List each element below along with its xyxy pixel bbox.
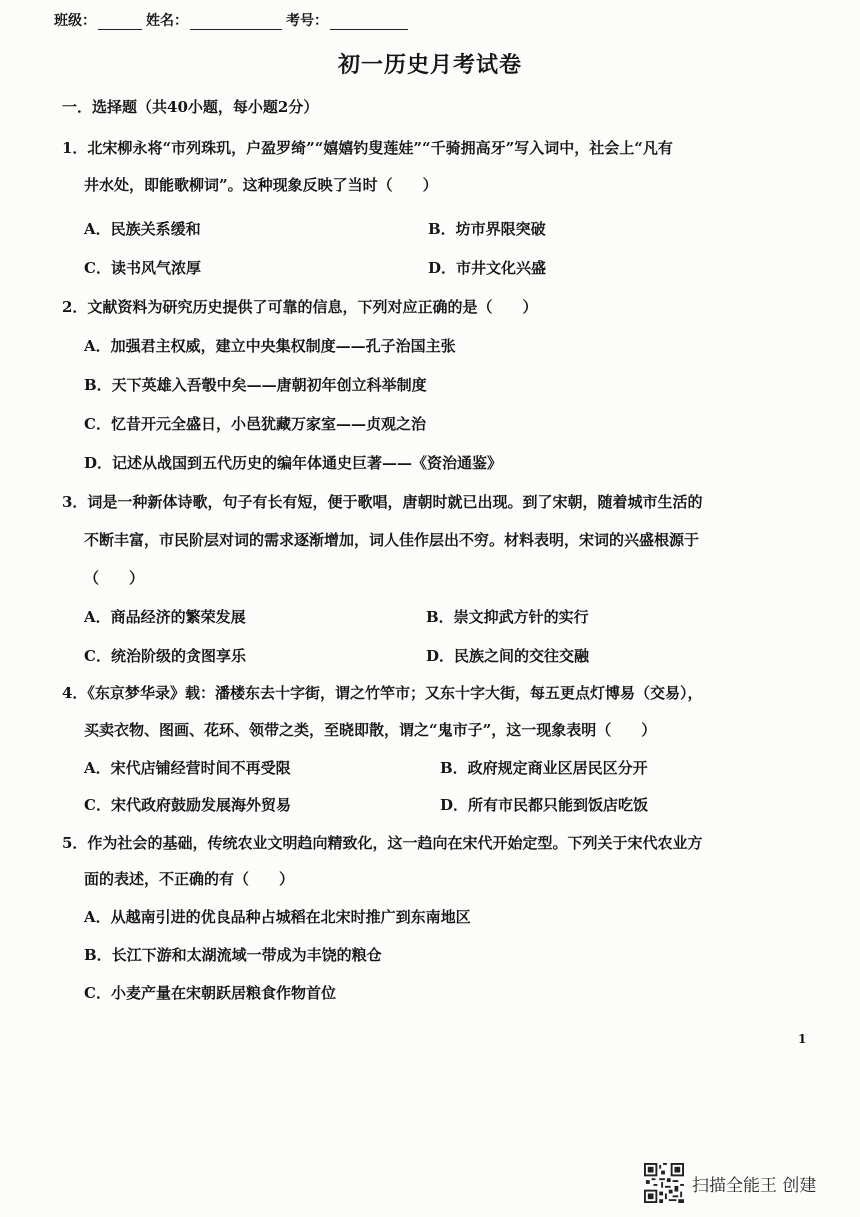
page-number: 1 bbox=[798, 1032, 807, 1046]
question-3-line-3: （ ） bbox=[84, 569, 145, 587]
name-label: 姓名： bbox=[146, 13, 188, 29]
question-5-line-1: 5．作为社会的基础，传统农业文明趋向精致化，这一趋向在宋代开始定型。下列关于宋代农业方 bbox=[62, 834, 703, 852]
question-2-option-a: A．加强君主权威，建立中央集权制度——孔子治国主张 bbox=[84, 337, 456, 355]
question-4-option-c: C．宋代政府鼓励发展海外贸易 bbox=[84, 796, 291, 814]
watermark-text: 扫描全能王 创建 bbox=[692, 1175, 817, 1196]
question-3-line-2: 不断丰富，市民阶层对词的需求逐渐增加，词人佳作层出不穷。材料表明，宋词的兴盛根源于 bbox=[84, 531, 700, 549]
question-5-option-a: A．从越南引进的优良品种占城稻在北宋时推广到东南地区 bbox=[84, 908, 471, 926]
question-3-option-a: A．商品经济的繁荣发展 bbox=[84, 608, 246, 626]
question-2-option-c: C．忆昔开元全盛日，小邑犹藏万家室——贞观之治 bbox=[84, 415, 426, 433]
exam-no-label: 考号： bbox=[286, 13, 328, 29]
question-3-option-c: C．统治阶级的贪图享乐 bbox=[84, 647, 246, 665]
question-4-line-1: 4．《东京梦华录》载：潘楼东去十字街，谓之竹竿市；又东十字大街，每五更点灯博易（交易）， bbox=[62, 684, 703, 702]
class-label: 班级： bbox=[54, 13, 96, 29]
scanner-watermark bbox=[644, 1163, 816, 1203]
question-3-option-b: B．崇文抑武方针的实行 bbox=[426, 608, 589, 626]
question-4-option-d: D．所有市民都只能到饭店吃饭 bbox=[440, 796, 649, 814]
class-blank bbox=[98, 11, 142, 30]
name-blank bbox=[190, 11, 282, 30]
section-heading: 一．选择题（共40小题，每小题2分） bbox=[62, 98, 319, 116]
question-3-option-d: D．民族之间的交往交融 bbox=[426, 647, 590, 665]
question-2-option-d: D．记述从战国到五代历史的编年体通史巨著——《资治通鉴》 bbox=[84, 454, 503, 472]
exam-no-blank bbox=[330, 11, 408, 30]
question-1-option-d: D．市井文化兴盛 bbox=[428, 259, 547, 277]
question-1-line-2: 井水处，即能歌柳词”。这种现象反映了当时（ ） bbox=[84, 176, 438, 194]
question-1-option-b: B．坊市界限突破 bbox=[428, 220, 546, 238]
question-1-option-a: A．民族关系缓和 bbox=[84, 220, 201, 238]
question-5-line-2: 面的表述，不正确的有（ ） bbox=[84, 870, 295, 888]
question-3-line-1: 3．词是一种新体诗歌，句子有长有短，便于歌唱，唐朝时就已出现。到了宋朝，随着城市生活的 bbox=[62, 493, 703, 511]
question-2-option-b: B．天下英雄入吾彀中矣——唐朝初年创立科举制度 bbox=[84, 376, 427, 394]
question-2-line-1: 2．文献资料为研究历史提供了可靠的信息，下列对应正确的是（ ） bbox=[62, 298, 538, 316]
question-5-option-c: C．小麦产量在宋朝跃居粮食作物首位 bbox=[84, 984, 336, 1002]
question-4-option-b: B．政府规定商业区居民区分开 bbox=[440, 759, 648, 777]
qr-code-icon bbox=[644, 1163, 684, 1203]
student-info-row bbox=[54, 6, 412, 30]
question-1-option-c: C．读书风气浓厚 bbox=[84, 259, 201, 277]
question-4-option-a: A．宋代店铺经营时间不再受限 bbox=[84, 759, 291, 777]
question-4-line-2: 买卖衣物、图画、花环、领带之类，至晓即散，谓之“鬼市子”，这一现象表明（ ） bbox=[84, 721, 657, 739]
question-1-line-1: 1．北宋柳永将“市列珠玑，户盈罗绮”“嬉嬉钓叟莲娃”“千骑拥高牙”写入词中，社会上“凡有 bbox=[62, 139, 673, 157]
question-5-option-b: B．长江下游和太湖流域一带成为丰饶的粮仓 bbox=[84, 946, 382, 964]
page-title: 初一历史月考试卷 bbox=[337, 52, 522, 78]
